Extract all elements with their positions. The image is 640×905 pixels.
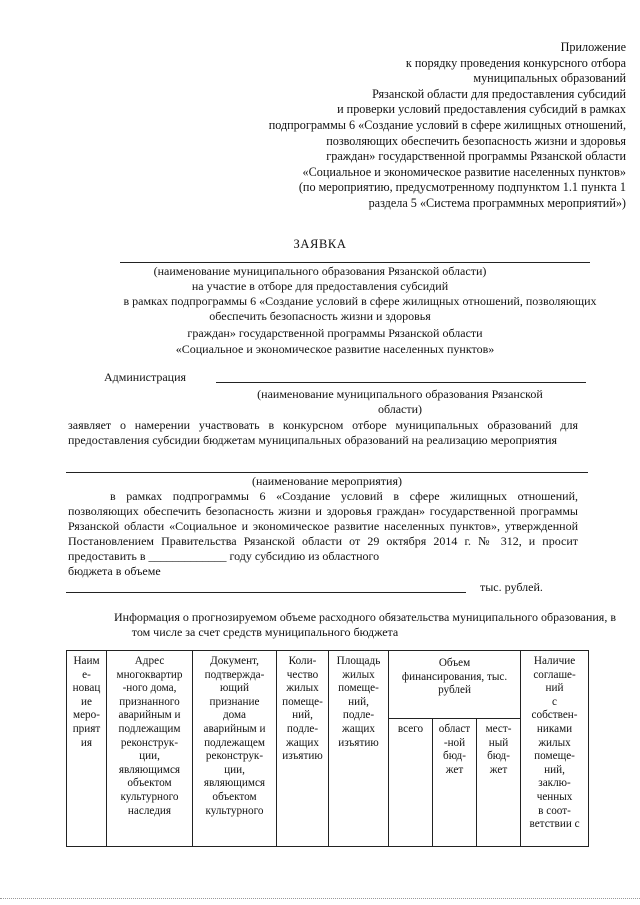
subtitle-line: «Социальное и экономическое развитие населенных пунктов» bbox=[175, 342, 495, 356]
header-line: граждан» государственной программы Рязанской области bbox=[326, 149, 626, 164]
framework-text: в рамках подпрограммы 6 «Создание условий в сфере жилищных отношений, позволяющих обеспечить безопасность жизни и здоровья граждан» государственной программы Рязанской области «Социальное и экономическое развитие населенных пунктов», утвержденной Постановлением Правительства Рязанской области от 29 октября 2014 г. № 312, и просит предоставить в bbox=[68, 489, 578, 563]
declaration-paragraph: заявляет о намерении участвовать в конкурсном отборе муниципальных образований для предоставления субсидии бюджетам муниципальных образований на реализацию мероприятия bbox=[68, 418, 578, 447]
page-bottom-edge bbox=[0, 898, 640, 899]
column-header-total: всего bbox=[389, 719, 433, 847]
administration-caption: (наименование муниципального образования Рязанской bbox=[257, 387, 543, 401]
header-line: позволяющих обеспечить безопасность жизни и здоровья bbox=[326, 133, 626, 148]
header-line: (по мероприятию, предусмотренному подпунктом 1.1 пункта 1 bbox=[298, 180, 626, 195]
header-line: Рязанской области для предоставления субсидий bbox=[372, 86, 626, 101]
financing-table bbox=[66, 650, 589, 847]
header-line: «Социальное и экономическое развитие населенных пунктов» bbox=[302, 164, 626, 179]
header-line: раздела 5 «Система программных мероприятий») bbox=[368, 195, 626, 210]
header-line: муниципальных образований bbox=[473, 71, 626, 86]
column-header-document: Документ, подтвержда- ющий признание дома аварийным и подлежащем реконструк- ции, являющимся объектом культурного bbox=[193, 651, 277, 847]
subtitle-line: в рамках подпрограммы 6 «Создание условий в сфере жилищных отношений, позволяющих bbox=[123, 294, 597, 308]
municipality-caption: (наименование муниципального образования Рязанской области) bbox=[153, 264, 487, 278]
subtitle-line: граждан» государственной программы Рязанской области bbox=[187, 326, 483, 340]
column-header-regional-budget: област -ной бюд- жет bbox=[433, 719, 477, 847]
year-blank: _____________ bbox=[148, 549, 227, 563]
info-heading-line: том числе за счет средств муниципального бюджета bbox=[131, 625, 399, 639]
administration-label: Администрация bbox=[104, 370, 187, 384]
column-header-address: Адрес многоквартир -ного дома, признанного аварийным и подлежащим реконструк- ции, являющимся объектом культурного наследия bbox=[107, 651, 193, 847]
administration-caption: области) bbox=[377, 402, 423, 416]
subtitle-line: обеспечить безопасность жизни и здоровья bbox=[209, 309, 431, 323]
subtitle-line: на участие в отборе для предоставления субсидий bbox=[191, 279, 449, 293]
header-line: и проверки условий предоставления субсидий в рамках bbox=[337, 102, 626, 117]
amount-unit: тыс. рублей. bbox=[480, 580, 543, 594]
document-title: ЗАЯВКА bbox=[293, 237, 347, 251]
column-header-local-budget: мест- ный бюд- жет bbox=[477, 719, 521, 847]
column-header-financing-volume: Объем финансирования, тыс. рублей bbox=[389, 651, 521, 719]
year-tail: году субсидию из областного bbox=[229, 549, 380, 563]
info-heading-line: Информация о прогнозируемом объеме расходного обязательства муниципального образования, в bbox=[113, 610, 616, 624]
header-line: Приложение bbox=[560, 40, 626, 54]
column-header-count: Коли- чество жилых помеще- ний, подле- жащих изъятию bbox=[277, 651, 329, 847]
budget-line: бюджета в объеме bbox=[68, 564, 161, 578]
column-header-event-name: Наим е- новац ие меро- прият ия bbox=[67, 651, 107, 847]
header-line: к порядку проведения конкурсного отбора bbox=[405, 55, 626, 70]
column-header-area: Площадь жилых помеще- ний, подле- жащих изъятию bbox=[329, 651, 389, 847]
event-caption: (наименование мероприятия) bbox=[252, 474, 402, 488]
header-line: подпрограммы 6 «Создание условий в сфере жилищных отношений, bbox=[268, 117, 626, 132]
column-header-agreement: Наличие соглаше- ний с собствен- никами жилых помеще- ний, заклю- ченных в соот- ветствии с bbox=[521, 651, 589, 847]
